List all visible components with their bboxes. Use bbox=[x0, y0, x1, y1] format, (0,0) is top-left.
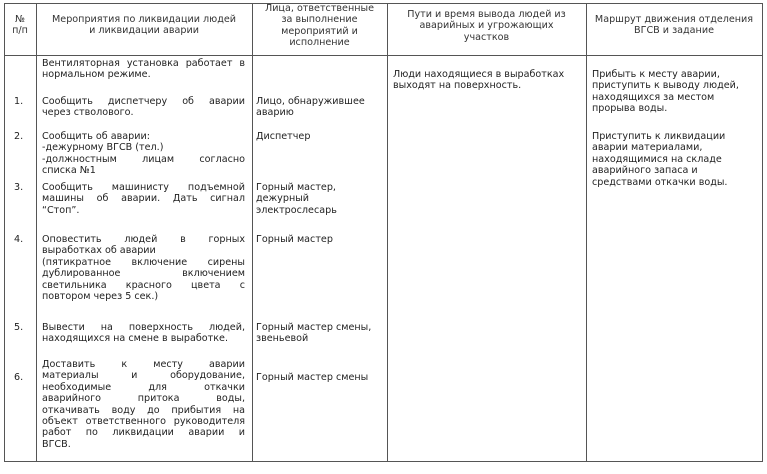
table-border-bottom bbox=[4, 461, 763, 462]
header-routes: Пути и время вывода людей из аварийных и угрожающих участков bbox=[407, 9, 566, 43]
column-divider bbox=[36, 3, 37, 462]
column-divider bbox=[252, 3, 253, 462]
header-number: № п/п bbox=[12, 14, 28, 37]
measure-text: Доставить к месту аварии материалы и оборудование, необходимые для откачки аварийного притока воды, откачивать воду до прибытия на объект ответственного руководителя работ по ликвидации аварии и ВГСВ. bbox=[42, 359, 245, 450]
responsible-text: Лицо, обнаружившее аварию bbox=[256, 96, 365, 119]
header-responsible: Лица, ответственные за выполнение мероприятий и исполнение bbox=[264, 3, 374, 49]
vgsv-task-1: Прибыть к месту аварии, приступить к выводу людей, находящихся за местом прорыва воды. bbox=[592, 69, 739, 115]
responsible-text: Горный мастер, дежурный электрослесарь bbox=[256, 182, 337, 216]
measure-text: Вывести на поверхность людей, находящихся на смене в выработке. bbox=[42, 322, 245, 345]
measure-text: Сообщить машинисту подъемной машины об аварии. Дать сигнал “Стоп”. bbox=[42, 182, 245, 216]
responsible-text: Диспетчер bbox=[256, 131, 311, 142]
measure-text: Сообщить диспетчеру об аварии через стволового. bbox=[42, 96, 245, 119]
column-divider bbox=[387, 3, 388, 462]
responsible-text: Горный мастер смены, звеньевой bbox=[256, 322, 372, 345]
row-number: 3. bbox=[14, 182, 24, 193]
header-measures: Мероприятия по ликвидации людей и ликвидации аварии bbox=[52, 14, 236, 37]
row-number: 2. bbox=[14, 131, 24, 142]
responsible-text: Горный мастер смены bbox=[256, 372, 369, 383]
vgsv-task-2: Приступить к ликвидации аварии материалами, находящимися на складе аварийного запаса и средствами откачки воды. bbox=[592, 131, 728, 188]
table-border-right bbox=[762, 3, 763, 462]
routes-text: Люди находящиеся в выработках выходят на поверхность. bbox=[393, 69, 565, 92]
measure-text: Сообщить об аварии: -дежурному ВГСВ (тел.) -должностным лицам согласно списка №1 bbox=[42, 131, 245, 177]
responsible-text: Горный мастер bbox=[256, 234, 333, 245]
row-number: 5. bbox=[14, 322, 24, 333]
row-number: 1. bbox=[14, 96, 24, 107]
table-border-left bbox=[4, 3, 5, 462]
header-vgsv-route: Маршрут движения отделения ВГСВ и задание bbox=[594, 14, 754, 37]
measure-text: Оповестить людей в горных выработках об аварии (пятикратное включение сирены дублированное включением светильника красного цвета с повтором через 5 сек.) bbox=[42, 234, 245, 303]
header-divider bbox=[4, 55, 763, 56]
row-number: 4. bbox=[14, 234, 24, 245]
row-number: 6. bbox=[14, 372, 24, 383]
measure-intro: Вентиляторная установка работает в нормальном режиме. bbox=[42, 58, 245, 81]
column-divider bbox=[586, 3, 587, 462]
